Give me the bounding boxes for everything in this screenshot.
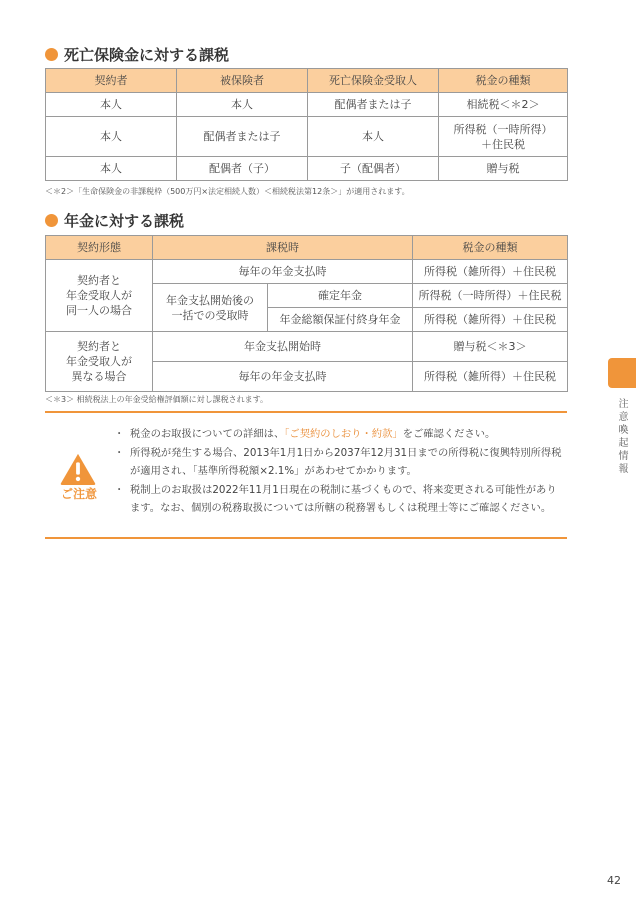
bullet-dot-icon [45,48,58,61]
annuity-tax-table [45,235,568,392]
caution-bottom-divider [45,537,567,539]
header-cell: 税金の種類 [413,236,568,260]
cell-line: 年金受取人が [66,289,132,302]
text-span: 税金のお取扱についての詳細は、 [130,428,285,440]
table-row [46,260,568,284]
text-span: をご確認ください。 [402,428,496,440]
table-cell: 年金支払開始時 [153,332,413,362]
section-title-text: 死亡保険金に対する課税 [64,46,230,64]
lump-sum-label [153,284,268,332]
list-item: ・ 所得税が発生する場合、2013年1月1日から2037年12月31日までの所得税に復興特別所得税が適用され、「基準所得税額×2.1%」があわせてかかります。 [116,444,562,480]
section-title-annuity [45,210,184,231]
side-tab-label: 注意喚起情報 [616,398,627,476]
table-cell: 子（配偶者） [308,157,439,181]
caution-top-divider [45,411,567,413]
cell-line: 異なる場合 [71,370,127,383]
header-cell: 契約形態 [46,236,153,260]
header-cell: 税金の種類 [439,69,568,93]
table-row [46,117,568,157]
cell-line: 所得税（一時所得） [453,122,553,136]
header-cell: 死亡保険金受取人 [308,69,439,93]
table-cell: 配偶者または子 [177,117,308,157]
terms-link-text: 「ご契約のしおり・約款」 [284,428,403,440]
table-header-row [46,69,568,93]
side-tab-marker [608,358,636,388]
section-title-text: 年金に対する課税 [64,212,185,230]
caution-label: ご注意 [60,487,97,501]
table-cell: 相続税＜＊2＞ [439,93,568,117]
table-cell: 本人 [308,117,439,157]
table-header-row [46,236,568,260]
group-label-same [46,260,153,332]
cell-line: ＋住民税 [481,137,525,151]
table-cell: 本人 [46,157,177,181]
footnote-3: ＜＊3＞ 相続税法上の年金受給権評価額に対し課税されます。 [45,395,268,404]
cell-line: 年金支払開始後の [166,293,254,307]
section-title-death-benefit [45,44,229,65]
warning-icon [59,452,97,486]
table-cell: 本人 [46,117,177,157]
page-number: 42 [607,874,621,887]
cell-line: 契約者と [77,274,121,287]
table-cell: 毎年の年金支払時 [153,362,413,392]
caution-list [116,425,562,518]
table-cell: 毎年の年金支払時 [153,260,413,284]
table-cell: 所得税（雑所得）＋住民税 [413,308,568,332]
table-row [46,332,568,362]
table-cell: 年金総額保証付終身年金 [268,308,413,332]
cell-line: 契約者と [77,340,121,353]
cell-line: 同一人の場合 [66,304,132,317]
table-row [46,157,568,181]
death-benefit-tax-table [45,68,568,181]
table-cell: 所得税（一時所得）＋住民税 [413,284,568,308]
table-cell: 所得税（雑所得）＋住民税 [413,260,568,284]
header-cell: 課税時 [153,236,413,260]
table-cell: 配偶者（子） [177,157,308,181]
footnote-2: ＜＊2＞「生命保険金の非課税枠（500万円×法定相続人数）＜相続税法第12条＞」が適用されます。 [45,187,410,196]
table-cell: 贈与税 [439,157,568,181]
table-cell: 本人 [177,93,308,117]
table-cell: 配偶者または子 [308,93,439,117]
cell-line: 年金受取人が [66,355,132,368]
table-cell: 贈与税＜＊3＞ [413,332,568,362]
header-cell: 被保険者 [177,69,308,93]
list-item: ・ 税制上のお取扱は2022年11月1日現在の税制に基づくもので、将来変更される可能性があります。なお、個別の税務取扱については所轄の税務署もしくは税理士等にご確認ください。 [116,481,562,517]
header-cell: 契約者 [46,69,177,93]
table-cell: 所得税（雑所得）＋住民税 [413,362,568,392]
table-row [46,93,568,117]
table-cell [439,117,568,157]
table-cell: 確定年金 [268,284,413,308]
list-item [116,425,562,443]
group-label-different [46,332,153,392]
bullet-dot-icon [45,214,58,227]
table-cell: 本人 [46,93,177,117]
cell-line: 一括での受取時 [171,308,249,322]
